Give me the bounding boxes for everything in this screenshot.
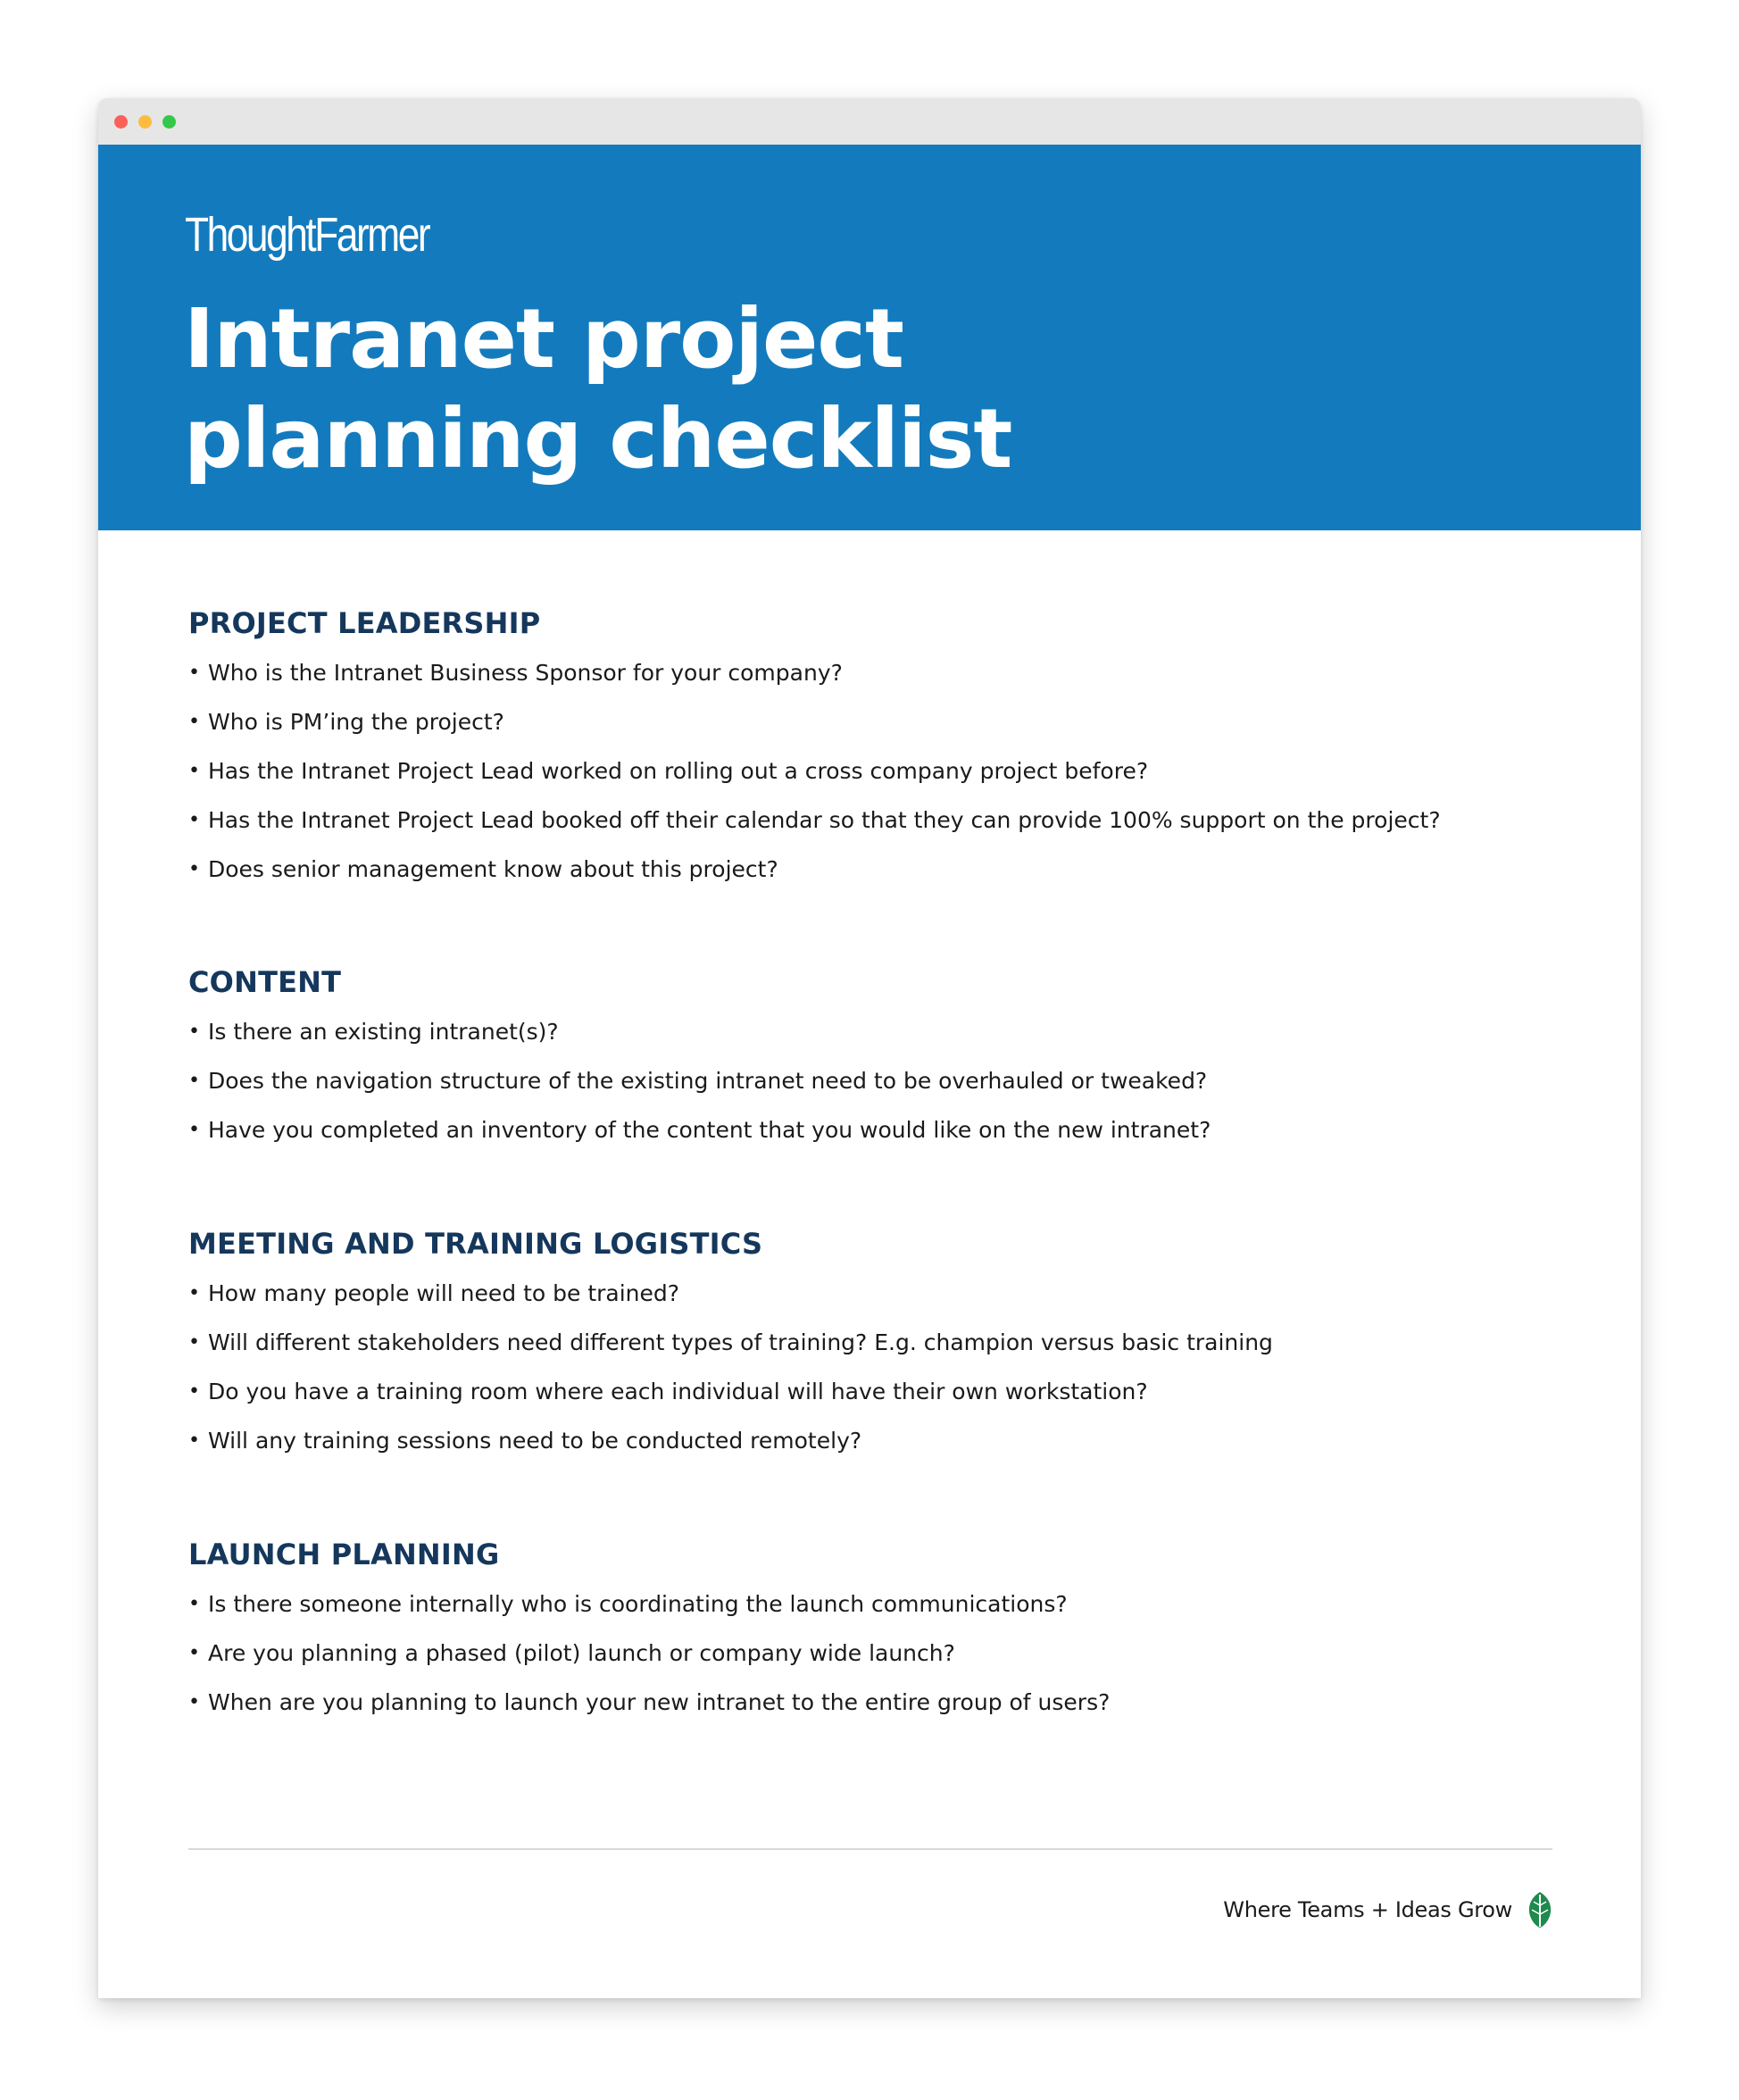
checklist — [188, 648, 1441, 894]
page-title-line-1: Intranet project — [184, 291, 903, 387]
list-item-text: Will different stakeholders need different types of training? E.g. champion versus basic training — [208, 1329, 1273, 1355]
list-item — [188, 1579, 1110, 1629]
bullet-icon: • — [188, 1642, 200, 1664]
close-window-button[interactable] — [114, 115, 128, 129]
list-item — [188, 1367, 1273, 1416]
bullet-icon: • — [188, 1282, 200, 1304]
list-item-text: Who is the Intranet Business Sponsor for your company? — [208, 660, 843, 686]
footer-divider — [188, 1848, 1552, 1850]
bullet-icon: • — [188, 1331, 200, 1354]
brand-logo: ThoughtFarmer — [185, 208, 429, 262]
list-item-text: Have you completed an inventory of the content that you would like on the new intranet? — [208, 1117, 1211, 1143]
bullet-icon: • — [188, 662, 200, 684]
bullet-icon: • — [188, 1021, 200, 1043]
section-heading: LAUNCH PLANNING — [188, 1538, 500, 1571]
list-item-text: Has the Intranet Project Lead booked off their calendar so that they can provide 100% support on the project? — [208, 807, 1441, 833]
list-item-text: Do you have a training room where each individual will have their own workstation? — [208, 1379, 1148, 1404]
list-item-text: Will any training sessions need to be conducted remotely? — [208, 1428, 862, 1454]
bullet-icon: • — [188, 1593, 200, 1615]
checklist — [188, 1269, 1273, 1465]
leaf-icon — [1527, 1891, 1553, 1929]
bullet-icon: • — [188, 1119, 200, 1141]
section-content — [188, 957, 1211, 1154]
bullet-icon: • — [188, 760, 200, 782]
list-item-text: Does the navigation structure of the existing intranet need to be overhauled or tweaked? — [208, 1068, 1208, 1094]
list-item-text: When are you planning to launch your new intranet to the entire group of users? — [208, 1689, 1111, 1715]
checklist — [188, 1579, 1110, 1727]
header-banner — [98, 145, 1641, 530]
list-item — [188, 1629, 1110, 1678]
bullet-icon: • — [188, 1070, 200, 1092]
list-item-text: How many people will need to be trained? — [208, 1280, 680, 1306]
list-item — [188, 1318, 1273, 1367]
list-item — [188, 796, 1441, 845]
bullet-icon: • — [188, 1691, 200, 1713]
checklist — [188, 1007, 1211, 1154]
list-item-text: Are you planning a phased (pilot) launch or company wide launch? — [208, 1640, 955, 1666]
minimize-window-button[interactable] — [138, 115, 152, 129]
bullet-icon: • — [188, 1429, 200, 1452]
section-launch-planning — [188, 1529, 1110, 1727]
browser-window — [98, 98, 1641, 1998]
list-item — [188, 648, 1441, 697]
list-item — [188, 1007, 1211, 1056]
bullet-icon: • — [188, 858, 200, 880]
maximize-window-button[interactable] — [162, 115, 176, 129]
section-heading: CONTENT — [188, 965, 342, 999]
section-heading: MEETING AND TRAINING LOGISTICS — [188, 1227, 763, 1261]
list-item — [188, 697, 1441, 746]
list-item-text: Has the Intranet Project Lead worked on rolling out a cross company project before? — [208, 758, 1149, 784]
bullet-icon: • — [188, 711, 200, 733]
section-project-leadership — [188, 598, 1441, 894]
page-title — [184, 289, 1011, 489]
bullet-icon: • — [188, 1380, 200, 1403]
list-item — [188, 845, 1441, 894]
list-item-text: Who is PM’ing the project? — [208, 709, 504, 735]
section-meeting-training-logistics — [188, 1219, 1273, 1465]
list-item-text: Does senior management know about this project? — [208, 856, 778, 882]
list-item — [188, 1105, 1211, 1154]
list-item — [188, 1056, 1211, 1105]
footer — [1223, 1891, 1553, 1929]
page-title-line-2: planning checklist — [184, 391, 1012, 487]
list-item — [188, 1269, 1273, 1318]
section-heading: PROJECT LEADERSHIP — [188, 606, 541, 640]
list-item — [188, 746, 1441, 796]
list-item — [188, 1678, 1110, 1727]
list-item-text: Is there an existing intranet(s)? — [208, 1019, 559, 1045]
list-item-text: Is there someone internally who is coordinating the launch communications? — [208, 1591, 1068, 1617]
bullet-icon: • — [188, 809, 200, 831]
list-item — [188, 1416, 1273, 1465]
window-titlebar — [98, 98, 1641, 145]
footer-tagline: Where Teams + Ideas Grow — [1223, 1897, 1512, 1922]
